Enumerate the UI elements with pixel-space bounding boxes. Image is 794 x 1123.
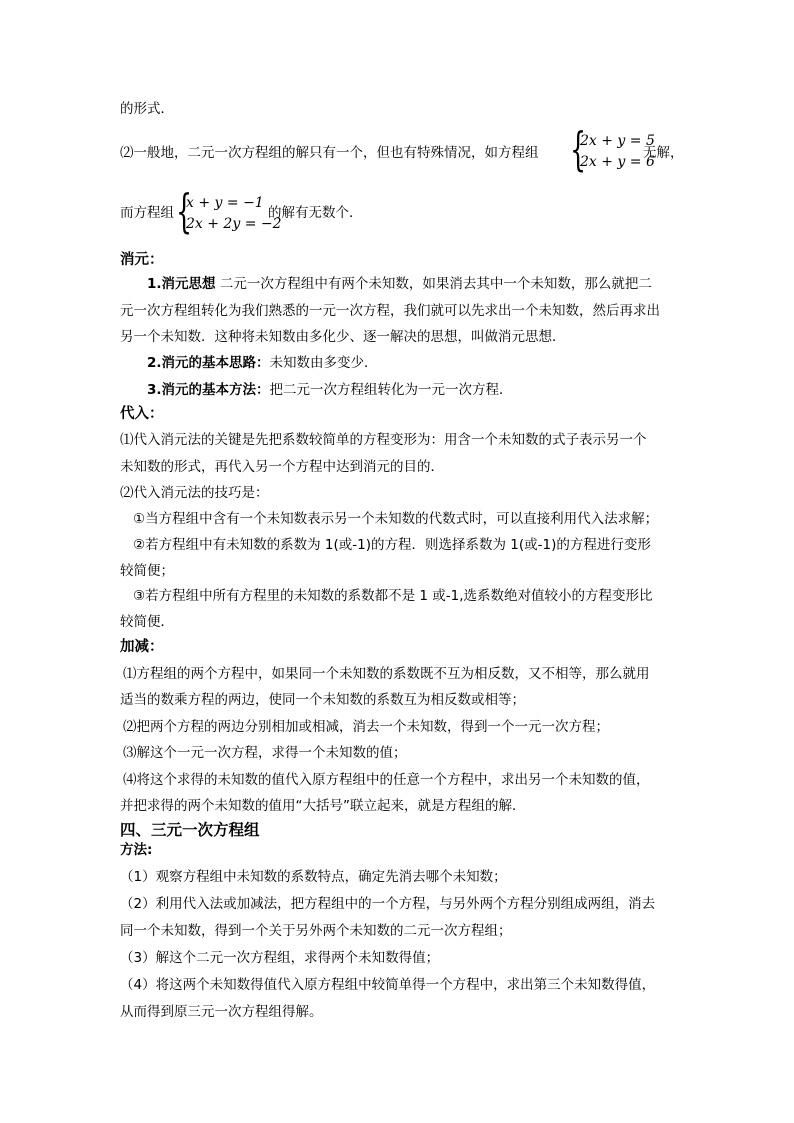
- text-line: （3）解这个二元一次方程组，求得两个未知数得值；: [120, 950, 440, 966]
- text-segment: 无解，: [643, 145, 684, 161]
- text-line: [147, 274, 652, 294]
- text-line: 较简便．: [120, 614, 174, 630]
- bold-term: 2.消元的基本思路：: [147, 355, 270, 371]
- brace-icon: {: [176, 184, 193, 238]
- text-line: （1）观察方程组中未知数的系数特点，确定先消去哪个未知数；: [120, 869, 507, 885]
- text-line: 适当的数乘方程的两边，使同一个未知数的系数互为相反数或相等；: [120, 692, 525, 708]
- equation: x + y = −1: [186, 195, 264, 211]
- text-segment: 的解有无数个．: [268, 205, 363, 221]
- sub-heading: 方法:: [120, 842, 153, 858]
- text-line: 同一个未知数，得到一个关于另外两个未知数的二元一次方程组；: [120, 923, 512, 939]
- text-line: [147, 380, 513, 400]
- section-heading: 消元：: [120, 252, 164, 268]
- text-line: ⑷将这个求得的未知数的值代入原方程组中的任意一个方程中，求出另一个未知数的值，: [123, 772, 650, 788]
- text-segment: 二元一次方程组中有两个未知数，如果消去其中一个未知数，那么就把二: [215, 276, 652, 292]
- section-heading: 加减：: [120, 639, 164, 655]
- text-line: 从而得到原三元一次方程组得解。: [120, 1004, 323, 1020]
- text-segment: ⑵一般地，二元一次方程组的解只有一个，但也有特殊情况，如方程组: [120, 145, 539, 161]
- equation: 2x + y = 5: [580, 133, 655, 149]
- text-line: ⑵把两个方程的两边分别相加或相减，消去一个未知数，得到一个一元一次方程；: [123, 719, 609, 735]
- text-line: 较简便；: [120, 563, 174, 579]
- text-line: 元一次方程组转化为我们熟悉的一元一次方程，我们就可以先求出一个未知数，然后再求出: [120, 303, 660, 319]
- text-line: ⑴代入消元法的关键是先把系数较简单的方程变形为：用含一个未知数的式子表示另一个: [120, 432, 647, 448]
- text-line: ⑵代入消元法的技巧是：: [120, 485, 269, 501]
- text-line: ①当方程组中含有一个未知数表示另一个未知数的代数式时，可以直接利用代入法求解；: [133, 511, 659, 527]
- section-heading: 代入：: [120, 406, 164, 422]
- text-line: ⑶解这个一元一次方程，求得一个未知数的值；: [123, 745, 407, 761]
- text-line: [120, 143, 539, 163]
- text-line: 另一个未知数．这种将未知数由多化少、逐一解决的思想，叫做消元思想．: [120, 329, 566, 345]
- bold-term: 1.消元思想: [147, 276, 216, 292]
- bold-term: 3.消元的基本方法：: [147, 382, 270, 398]
- text-line: （2）利用代入法或加减法，把方程组中的一个方程，与另外两个方程分别组成两组，消去: [120, 896, 656, 912]
- text-segment: 把二元一次方程组转化为一元一次方程．: [269, 382, 513, 398]
- text-line: （4）将这两个未知数得值代入原方程组中较简单得一个方程中，求出第三个未知数得值，: [120, 977, 656, 993]
- text-line: ③若方程组中所有方程里的未知数的系数都不是 1 或-1,选系数绝对值较小的方程变形比: [133, 588, 653, 604]
- text-line: 并把求得的两个未知数的值用“大括号”联立起来，就是方程组的解．: [120, 798, 526, 814]
- text-line: 的形式．: [120, 101, 174, 117]
- equation-system-2: [176, 184, 282, 238]
- text-line: ⑴方程组的两个方程中，如果同一个未知数的系数既不互为相反数，又不相等，那么就用: [123, 666, 650, 682]
- section-heading: 四、三元一次方程组: [120, 821, 260, 839]
- equation-system-1: [570, 122, 655, 176]
- equation: 2x + y = 6: [580, 154, 655, 170]
- text-line: ②若方程组中有未知数的系数为 1(或-1)的方程．则选择系数为 1(或-1)的方程进行变形: [133, 537, 651, 553]
- text-line: 未知数的形式，再代入另一个方程中达到消元的目的．: [120, 459, 444, 475]
- equation: 2x + 2y = −2: [186, 216, 282, 232]
- brace-icon: {: [570, 122, 587, 176]
- text-segment: 而方程组: [120, 205, 174, 221]
- text-line: [147, 353, 378, 373]
- text-segment: 未知数由多变少．: [269, 355, 378, 371]
